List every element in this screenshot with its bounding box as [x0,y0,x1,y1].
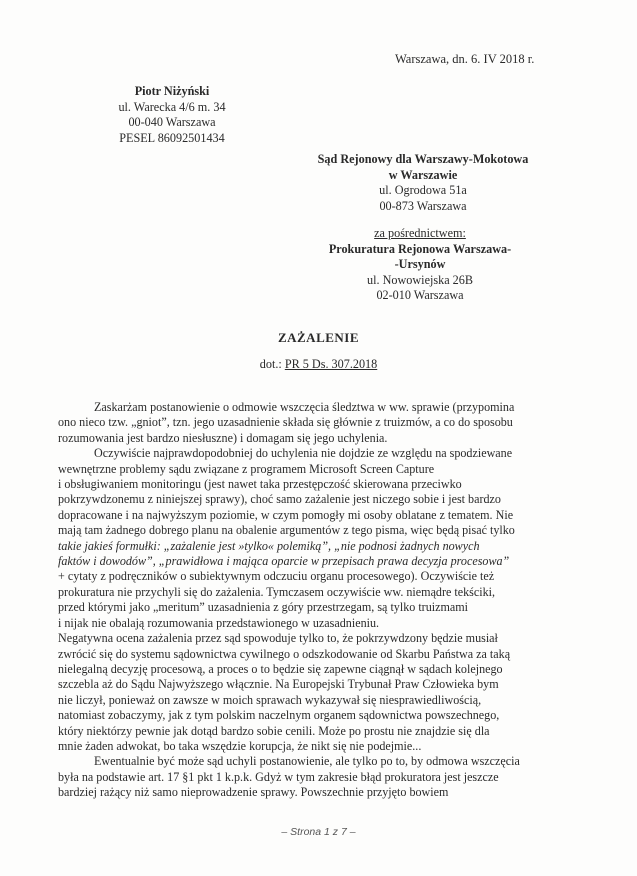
body-line: Oczywiście najprawdopodobniej do uchylenia nie dojdzie ze względu na spodziewane [94,446,513,461]
body-line: mają tam żadnego dobrego planu na obalenie argumentów z tego pisma, więc będą pisać tylko [58,523,515,538]
prosecutor-street: ul. Nowowiejska 26B [367,272,473,287]
body-line: zwrócić się do systemu sądownictwa cywilnego o odszkodowanie od Skarbu Państwa za taką [58,646,511,661]
body-line: natomiast zobaczymy, jak z tym polskim naczelnym organem sądownictwa powszechnego, [58,708,500,723]
sender-city: 00-040 Warszawa [128,115,216,129]
via-block [300,226,540,304]
place-date: Warszawa, dn. 6. IV 2018 r. [395,52,535,66]
court-city: 00-873 Warszawa [379,198,467,213]
body-line: ono nieco tzw. „gniot”, tzn. jego uzasadnienie składa się głównie z truizmów, a co do sposobu [58,415,513,430]
body-line: i obsługiwaniem monitoringu (jest nawet taka przestępczość skierowana przeciwko [58,477,462,492]
sender-street: ul. Warecka 4/6 m. 34 [118,99,226,114]
prosecutor-name-line2: -Ursynów [394,257,446,271]
body-line: Ewentualnie być może sąd uchyli postanowienie, ale tylko po to, by odmowa wszczęcia [94,754,520,769]
body-line: prokuratura nie przychyli się do zażalenia. Tymczasem oczywiście ww. niemądre tekściki, [58,584,496,599]
case-reference-number: PR 5 Ds. 307.2018 [284,357,378,371]
body-line: Negatywna ocena zażalenia przez sąd spowoduje tylko to, że pokrzywdzony będzie musiał [58,631,498,646]
body-line: bardziej rażący niż samo nieprowadzenie sprawy. Powszechnie przyjęto bowiem [58,785,449,800]
body-line: który niektórzy pewnie jak dotąd bardzo sobie cenili. Może po prostu nie znajdzie się dla [58,723,490,738]
court-name-line2: w Warszawie [388,167,458,182]
body-line: i nijak nie obalają rozumowania przedstawionego w uzasadnieniu. [58,615,380,630]
court-name-line1: Sąd Rejonowy dla Warszawy-Mokotowa [317,152,529,166]
body-line: nielegalną decyzję procesową, a proces o to będzie się zapewne ciągnął w sądach kolejnego [58,661,503,676]
body-line: była na podstawie art. 17 §1 pkt 1 k.p.k. Gdyż w tym zakresie błąd prokuratora jest jeszcze [58,769,499,784]
body-line: takie jakieś formułki: „zażalenie jest »tylko« polemiką”, „nie podnosi żadnych nowych [58,538,480,553]
body-line: wewnętrzne problemy sądu związane z programem Microsoft Screen Capture [58,461,435,476]
case-reference-prefix: dot.: [259,357,282,371]
body-line: Zaskarżam postanowienie o odmowie wszczęcia śledztwa w ww. sprawie (przypomina [94,400,515,414]
sender-name: Piotr Niżyński [134,84,210,98]
body-line: faktów i dowodów”, „prawidłowa i mająca oparcie w przepisach prawa decyzja procesowa” [58,554,510,569]
via-label: za pośrednictwem: [374,226,466,240]
court-street: ul. Ogrodowa 51a [379,183,467,197]
document-body [58,400,586,801]
body-line: rozumowania jest bardzo niesłuszne) i domagam się jego uchylenia. [58,430,388,445]
page-footer: – Strona 1 z 7 – [281,826,356,838]
sender-block [92,84,252,146]
prosecutor-name-line1: Prokuratura Rejonowa Warszawa- [328,241,512,256]
prosecutor-city: 02-010 Warszawa [376,288,464,302]
body-line: szczebla aż do Sądu Najwyższego włącznie. Na Europejski Trybunał Praw Człowieka bym [58,677,499,692]
case-reference [0,357,637,372]
body-line: przed którymi jako „meritum” uzasadnienia z góry przestrzegam, są tylko truizmami [58,600,469,615]
body-line: mnie żaden adwokat, bo taka wszędzie korupcja, że nikt się nie podejmie... [58,738,422,753]
body-line: dopracowane i na najwyższym poziomie, w czym pomogły mi osoby oblatane z tematem. Nie [58,507,514,522]
recipient-court [298,152,548,214]
body-line: pokrzywdzonemu z niniejszej sprawy), choć samo zażalenie jest niczego sobie i jest bardzo [58,492,501,507]
body-line: nie liczył, ponieważ on zawsze w moich sprawach wykazywał się niesprawiedliwością, [58,692,482,707]
document-title: ZAŻALENIE [277,330,360,345]
sender-pesel: PESEL 86092501434 [119,130,225,145]
body-line: + cytaty z podręczników o subiektywnym odczuciu organu procesowego). Oczywiście też [58,569,495,584]
